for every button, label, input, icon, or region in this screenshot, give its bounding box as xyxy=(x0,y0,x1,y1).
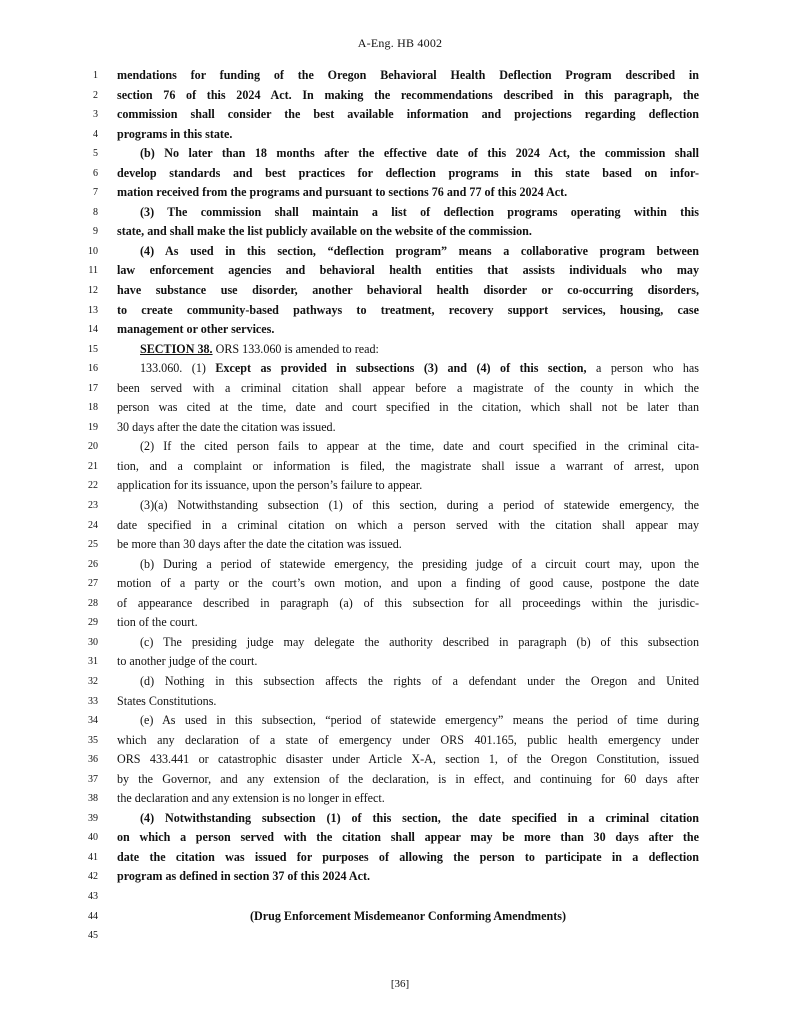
line-text xyxy=(117,574,699,594)
line-text xyxy=(117,848,699,868)
text-segment: have substance use disorder, another behavioral health disorder or co-occurring disorders, xyxy=(117,283,699,298)
document-body xyxy=(0,66,800,946)
line-number: 43 xyxy=(88,890,98,902)
line-number: 38 xyxy=(88,793,98,805)
text-segment: States Constitutions. xyxy=(117,693,217,708)
line-text xyxy=(117,105,699,125)
line-text xyxy=(117,242,699,262)
text-segment: date the citation was issued for purposes of allowing the person to participate in a deflection xyxy=(117,849,699,864)
line-number: 15 xyxy=(88,343,98,355)
line-number: 12 xyxy=(88,285,98,297)
document-line xyxy=(0,242,800,262)
document-line xyxy=(0,907,800,927)
line-text xyxy=(117,418,699,438)
document-line xyxy=(0,340,800,360)
text-segment: on which a person served with the citation shall appear may be more than 30 days after the xyxy=(117,830,699,845)
document-line xyxy=(0,164,800,184)
document-line xyxy=(0,301,800,321)
line-number: 16 xyxy=(88,363,98,375)
text-segment: person was cited at the time, date and court specified in the citation, which shall not be later than xyxy=(117,400,699,415)
line-number: 5 xyxy=(93,148,98,160)
document-line xyxy=(0,203,800,223)
text-segment: management or other services. xyxy=(117,322,275,337)
document-line xyxy=(0,496,800,516)
text-segment: tion, and a complaint or information is filed, the magistrate shall issue a warrant of arrest, upon xyxy=(117,458,699,473)
text-segment: program as defined in section 37 of this 2024 Act. xyxy=(117,869,371,884)
page-header: A-Eng. HB 4002 xyxy=(357,36,443,50)
line-number: 40 xyxy=(88,832,98,844)
line-number: 8 xyxy=(93,206,98,218)
line-text xyxy=(117,125,699,145)
line-number: 24 xyxy=(88,519,98,531)
document-line xyxy=(0,281,800,301)
line-text xyxy=(117,320,699,340)
text-segment: (3) The commission shall maintain a list of deflection programs operating within this xyxy=(140,204,699,219)
line-number: 28 xyxy=(88,597,98,609)
line-text xyxy=(117,301,699,321)
document-line xyxy=(0,222,800,242)
text-segment: (b) During a period of statewide emergency, the presiding judge of a circuit court may, upon the xyxy=(140,556,699,571)
line-number: 39 xyxy=(88,812,98,824)
text-segment: (Drug Enforcement Misdemeanor Conforming Amendments) xyxy=(250,908,566,923)
document-line xyxy=(0,711,800,731)
document-line xyxy=(0,789,800,809)
document-line xyxy=(0,86,800,106)
document-line xyxy=(0,418,800,438)
text-segment: ORS 433.441 or catastrophic disaster under Article X-A, section 1, of the Oregon Constitution, issued xyxy=(117,752,699,767)
document-line xyxy=(0,379,800,399)
line-number: 17 xyxy=(88,382,98,394)
document-line xyxy=(0,457,800,477)
text-segment: section 76 of this 2024 Act. In making the recommendations described in this paragraph, the xyxy=(117,87,699,102)
document-line xyxy=(0,574,800,594)
document-line xyxy=(0,437,800,457)
line-number: 32 xyxy=(88,675,98,687)
line-text xyxy=(117,516,699,536)
text-segment: (3)(a) Notwithstanding subsection (1) of this section, during a period of statewide emergency, the xyxy=(140,498,699,513)
line-number: 42 xyxy=(88,871,98,883)
line-number: 13 xyxy=(88,304,98,316)
text-segment: date specified in a criminal citation on which a person served with the citation shall appear may xyxy=(117,517,699,532)
text-segment: of appearance described in paragraph (a) of this subsection for all proceedings within the jurisdic- xyxy=(117,595,699,610)
document-line xyxy=(0,828,800,848)
line-text xyxy=(117,633,699,653)
line-text xyxy=(117,750,699,770)
text-segment: (2) If the cited person fails to appear at the time, date and court specified in the criminal cita- xyxy=(140,439,699,454)
text-segment: to another judge of the court. xyxy=(117,654,258,669)
line-text xyxy=(117,164,699,184)
text-segment: be more than 30 days after the date the citation was issued. xyxy=(117,537,402,552)
text-segment: 30 days after the date the citation was issued. xyxy=(117,419,336,434)
line-text xyxy=(117,789,699,809)
document-line xyxy=(0,692,800,712)
line-number: 26 xyxy=(88,558,98,570)
line-text xyxy=(117,496,699,516)
text-segment: tion of the court. xyxy=(117,615,198,630)
document-line xyxy=(0,633,800,653)
document-line xyxy=(0,848,800,868)
line-text xyxy=(117,652,699,672)
line-number: 25 xyxy=(88,539,98,551)
line-number: 37 xyxy=(88,773,98,785)
document-line xyxy=(0,555,800,575)
line-text xyxy=(117,535,699,555)
line-number: 45 xyxy=(88,930,98,942)
line-text xyxy=(117,86,699,106)
line-text xyxy=(117,476,699,496)
document-line xyxy=(0,516,800,536)
line-text xyxy=(117,144,699,164)
line-number: 11 xyxy=(88,265,98,277)
page-number: [36] xyxy=(390,978,410,990)
section-heading: SECTION 38. xyxy=(140,341,213,356)
line-text xyxy=(117,379,699,399)
document-line xyxy=(0,261,800,281)
line-number: 18 xyxy=(88,402,98,414)
line-text xyxy=(117,613,699,633)
text-segment: motion of a party or the court’s own motion, and upon a finding of good cause, postpone the date xyxy=(117,576,699,591)
text-segment: which any declaration of a state of emergency under ORS 401.165, public health emergency under xyxy=(117,732,699,747)
line-number: 44 xyxy=(88,910,98,922)
document-line xyxy=(0,809,800,829)
line-number: 27 xyxy=(88,578,98,590)
line-text xyxy=(117,183,699,203)
line-number: 23 xyxy=(88,500,98,512)
document-line xyxy=(0,398,800,418)
document-line xyxy=(0,183,800,203)
line-number: 20 xyxy=(88,441,98,453)
text-segment: mendations for funding of the Oregon Behavioral Health Deflection Program described in xyxy=(117,68,699,82)
line-text xyxy=(117,692,699,712)
line-text xyxy=(117,594,699,614)
text-segment: by the Governor, and any extension of the declaration, is in effect, and continuing for 60 days after xyxy=(117,771,699,786)
line-number: 21 xyxy=(88,460,98,472)
text-segment: Except as provided in subsections (3) and (4) of this section, xyxy=(215,361,587,376)
line-text xyxy=(117,672,699,692)
line-number: 7 xyxy=(93,187,98,199)
line-number: 4 xyxy=(93,128,98,140)
document-line xyxy=(0,476,800,496)
text-segment: 133.060. (1) xyxy=(140,361,216,376)
line-text xyxy=(117,203,699,223)
line-text xyxy=(117,711,699,731)
line-text xyxy=(117,770,699,790)
document-line xyxy=(0,731,800,751)
document-line xyxy=(0,672,800,692)
line-number: 33 xyxy=(88,695,98,707)
line-text xyxy=(117,261,699,281)
line-number: 6 xyxy=(93,167,98,179)
line-text xyxy=(117,809,699,829)
text-segment: a person who has xyxy=(586,361,699,376)
document-line xyxy=(0,750,800,770)
line-number: 29 xyxy=(88,617,98,629)
line-text xyxy=(117,555,699,575)
text-segment: to create community-based pathways to treatment, recovery support services, housing, case xyxy=(117,302,699,317)
document-line xyxy=(0,594,800,614)
document-line xyxy=(0,887,800,907)
line-text xyxy=(117,437,699,457)
text-segment: programs in this state. xyxy=(117,126,233,141)
line-number: 9 xyxy=(93,226,98,238)
text-segment: ORS 133.060 is amended to read: xyxy=(212,341,379,356)
line-number: 10 xyxy=(88,245,98,257)
text-segment: commission shall consider the best available information and projections regarding deflection xyxy=(117,107,699,122)
text-segment: (d) Nothing in this subsection affects the rights of a defendant under the Oregon and United xyxy=(140,673,699,688)
line-text xyxy=(117,731,699,751)
text-segment: (4) Notwithstanding subsection (1) of this section, the date specified in a criminal citation xyxy=(140,810,699,825)
document-line xyxy=(0,125,800,145)
line-number: 34 xyxy=(88,715,98,727)
line-text xyxy=(117,907,699,927)
line-text xyxy=(117,359,699,379)
text-segment: develop standards and best practices for deflection programs in this state based on infor- xyxy=(117,165,699,180)
line-text xyxy=(117,222,699,242)
line-number: 2 xyxy=(93,89,98,101)
line-text xyxy=(117,457,699,477)
line-number: 41 xyxy=(88,851,98,863)
line-text xyxy=(117,66,699,86)
text-segment: (e) As used in this subsection, “period of statewide emergency” means the period of time during xyxy=(140,713,699,728)
line-number: 19 xyxy=(88,421,98,433)
document-line xyxy=(0,320,800,340)
text-segment: law enforcement agencies and behavioral health entities that assists individuals who may xyxy=(117,263,699,278)
document-line xyxy=(0,144,800,164)
line-text xyxy=(117,281,699,301)
line-text xyxy=(117,340,699,360)
line-text xyxy=(117,867,699,887)
document-line xyxy=(0,652,800,672)
document-line xyxy=(0,535,800,555)
document-line xyxy=(0,105,800,125)
line-number: 1 xyxy=(93,70,98,81)
line-number: 31 xyxy=(88,656,98,668)
line-number: 30 xyxy=(88,636,98,648)
document-line xyxy=(0,66,800,86)
text-segment: (c) The presiding judge may delegate the authority described in paragraph (b) of this subsection xyxy=(140,634,699,649)
document-line xyxy=(0,359,800,379)
text-segment: application for its issuance, upon the person’s failure to appear. xyxy=(117,478,423,493)
line-text xyxy=(117,828,699,848)
document-line xyxy=(0,926,800,946)
line-text xyxy=(117,398,699,418)
line-number: 36 xyxy=(88,754,98,766)
text-segment: (b) No later than 18 months after the effective date of this 2024 Act, the commission shall xyxy=(140,146,699,161)
document-line xyxy=(0,613,800,633)
text-segment: the declaration and any extension is no longer in effect. xyxy=(117,791,385,806)
document-line xyxy=(0,867,800,887)
text-segment: mation received from the programs and pursuant to sections 76 and 77 of this 2024 Act. xyxy=(117,185,568,200)
text-segment: state, and shall make the list publicly available on the website of the commission. xyxy=(117,224,532,239)
line-number: 35 xyxy=(88,734,98,746)
text-segment: (4) As used in this section, “deflection program” means a collaborative program between xyxy=(140,243,699,258)
line-number: 3 xyxy=(93,109,98,121)
line-number: 22 xyxy=(88,480,98,492)
text-segment: been served with a criminal citation shall appear before a magistrate of the county in which the xyxy=(117,380,699,395)
document-line xyxy=(0,770,800,790)
line-number: 14 xyxy=(88,324,98,336)
